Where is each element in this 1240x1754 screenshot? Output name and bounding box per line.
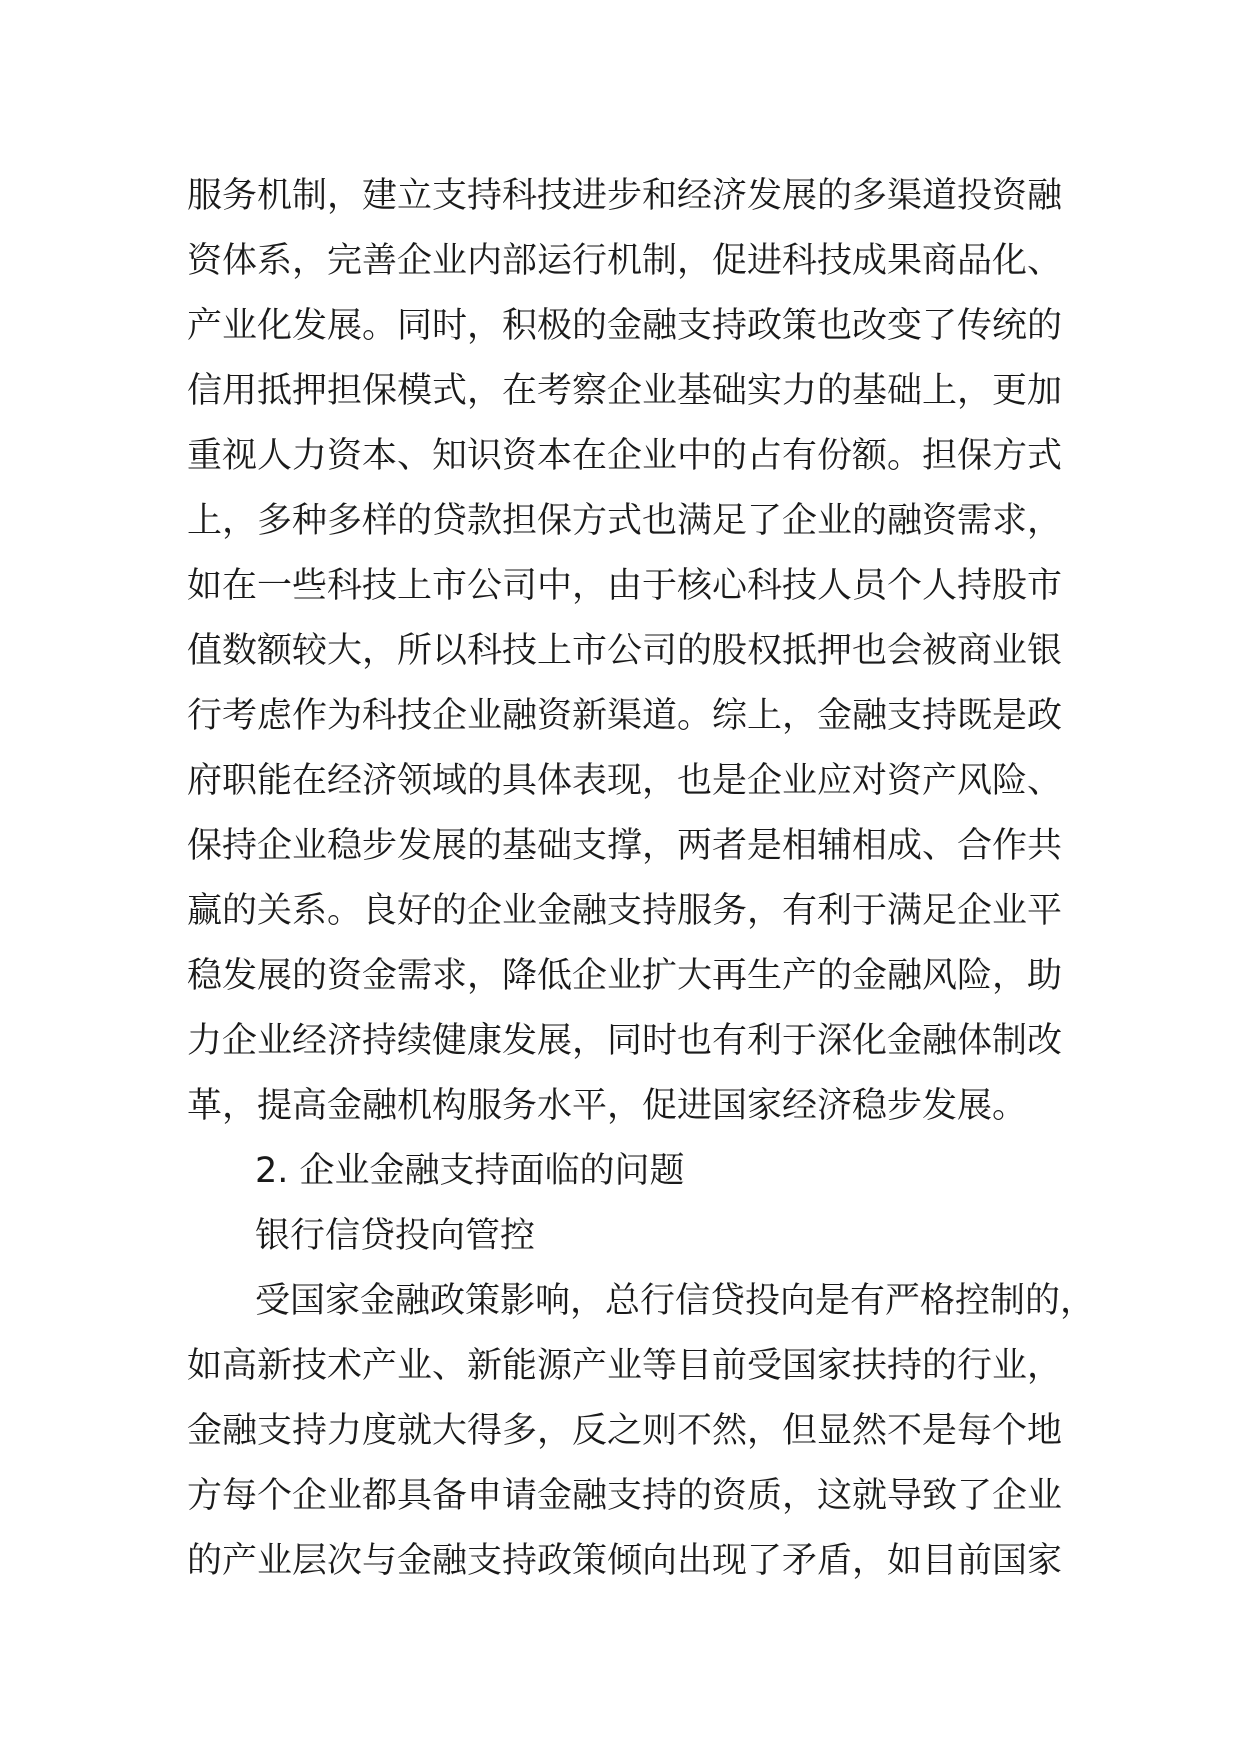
text-line: 信用抵押担保模式，在考察企业基础实力的基础上，更加	[187, 371, 1063, 411]
text-line: 如高新技术产业、新能源产业等目前受国家扶持的行业，	[187, 1346, 1063, 1386]
text-line: 资体系，完善企业内部运行机制，促进科技成果商品化、	[187, 241, 1063, 281]
text-line: 方每个企业都具备申请金融支持的资质，这就导致了企业	[187, 1476, 1063, 1516]
text-line: 行考虑作为科技企业融资新渠道。综上，金融支持既是政	[187, 696, 1063, 736]
text-line: 革，提高金融机构服务水平，促进国家经济稳步发展。	[187, 1086, 1028, 1126]
paragraph-2	[187, 1269, 1096, 1594]
text-line: 产业化发展。同时，积极的金融支持政策也改变了传统的	[187, 306, 1063, 346]
document-body	[187, 164, 1096, 1594]
text-line: 的产业层次与金融支持政策倾向出现了矛盾，如目前国家	[187, 1541, 1063, 1581]
section-heading: 2. 企业金融支持面临的问题	[255, 1151, 685, 1191]
text-line: 上，多种多样的贷款担保方式也满足了企业的融资需求，	[187, 501, 1063, 541]
text-line: 稳发展的资金需求，降低企业扩大再生产的金融风险，助	[187, 956, 1063, 996]
paragraph-1	[187, 164, 1067, 1139]
subheading: 银行信贷投向管控	[255, 1216, 536, 1256]
text-line: 服务机制，建立支持科技进步和经济发展的多渠道投资融	[187, 176, 1063, 216]
text-line: 值数额较大，所以科技上市公司的股权抵押也会被商业银	[187, 631, 1063, 671]
text-line: 金融支持力度就大得多，反之则不然，但显然不是每个地	[187, 1411, 1063, 1451]
text-line: 保持企业稳步发展的基础支撑，两者是相辅相成、合作共	[187, 826, 1063, 866]
text-line: 赢的关系。良好的企业金融支持服务，有利于满足企业平	[187, 891, 1063, 931]
text-line: 府职能在经济领域的具体表现，也是企业应对资产风险、	[187, 761, 1063, 801]
text-line: 如在一些科技上市公司中，由于核心科技人员个人持股市	[187, 566, 1063, 606]
text-line: 力企业经济持续健康发展，同时也有利于深化金融体制改	[187, 1021, 1063, 1061]
text-line: 重视人力资本、知识资本在企业中的占有份额。担保方式	[187, 436, 1063, 476]
text-line: 受国家金融政策影响，总行信贷投向是有严格控制的，	[255, 1281, 1096, 1321]
